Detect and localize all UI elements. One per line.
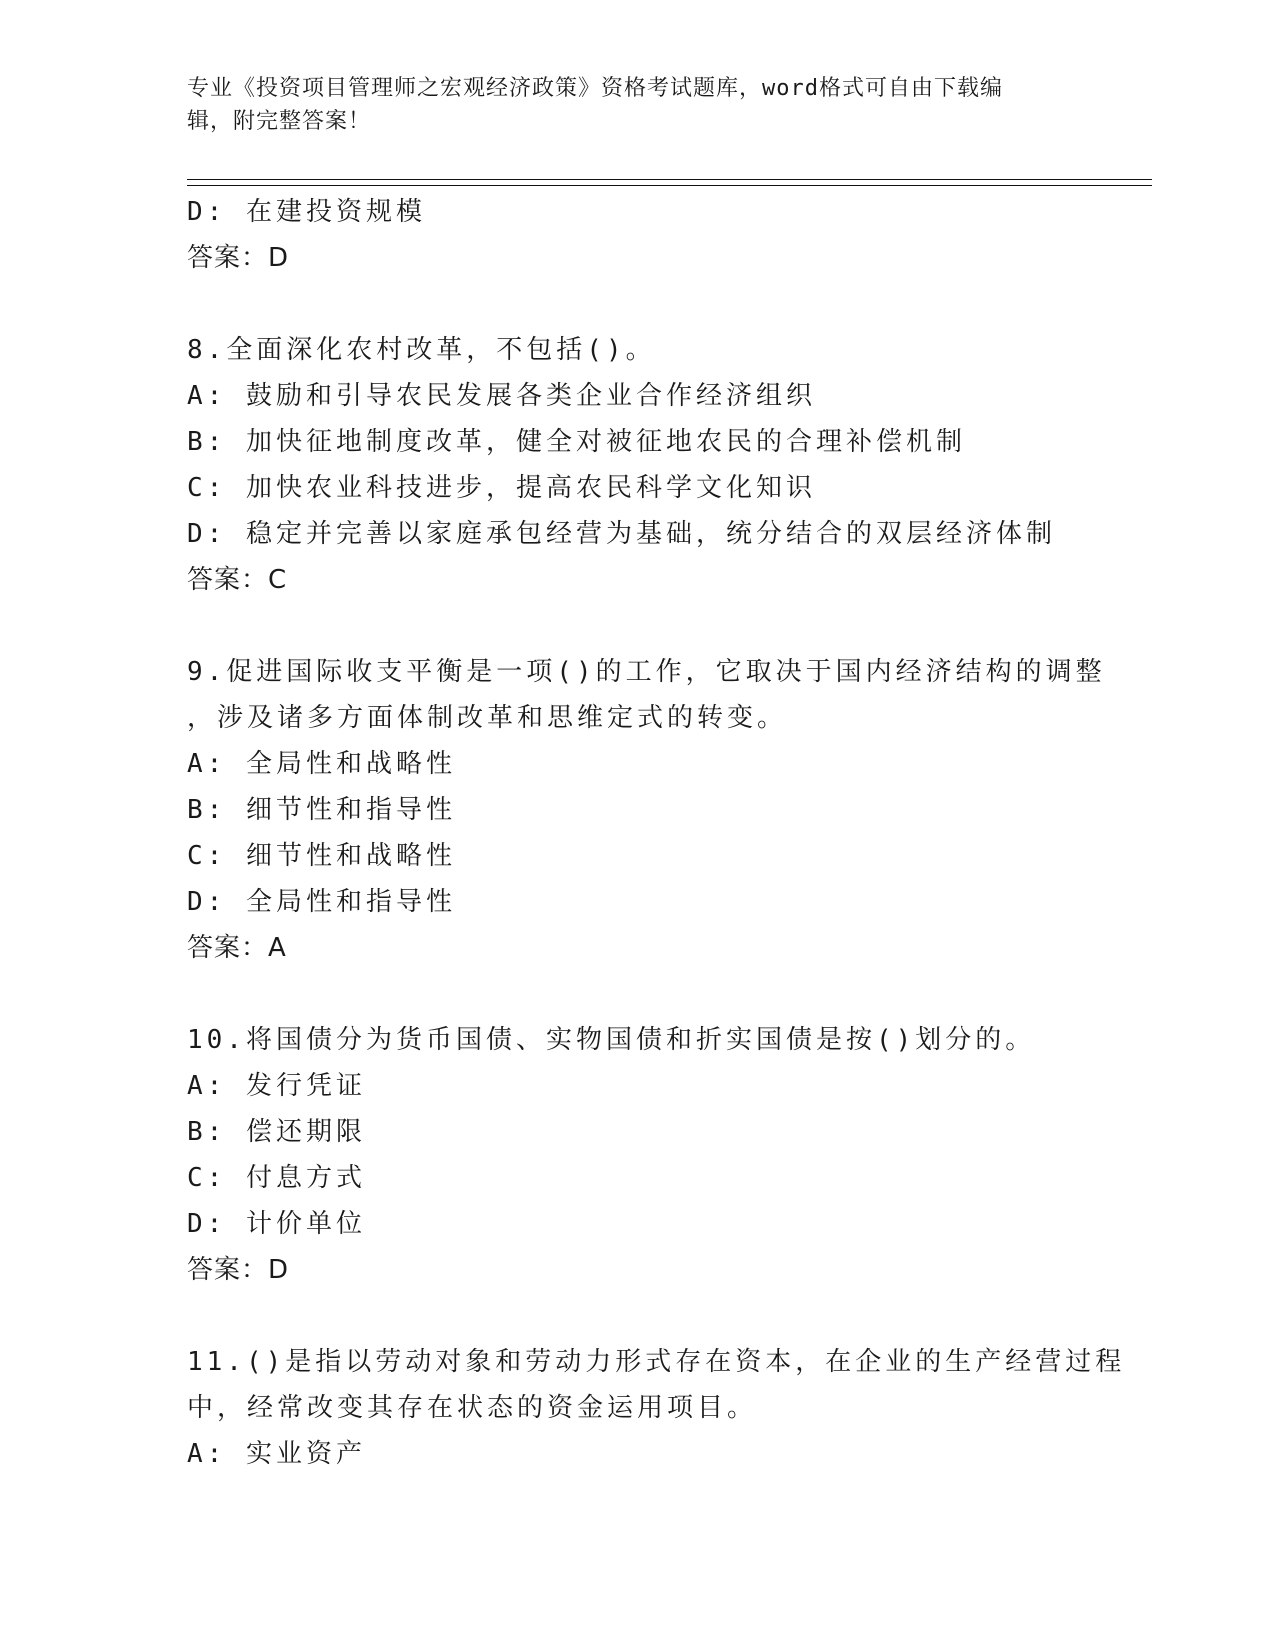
answer-label: 答案：D: [187, 1255, 290, 1285]
option-b: B: 细节性和指导性: [187, 795, 456, 825]
spacer: [187, 603, 1087, 649]
option-c: C: 付息方式: [187, 1163, 366, 1193]
question-stem-line-2: ，涉及诸多方面体制改革和思维定式的转变。: [187, 703, 788, 733]
question-7-tail: [187, 189, 1087, 281]
option-a: A: 实业资产: [187, 1439, 366, 1469]
question-8: [187, 327, 1087, 603]
answer-label: 答案：A: [187, 933, 287, 963]
question-10: [187, 1017, 1087, 1293]
option-a: A: 发行凭证: [187, 1071, 366, 1101]
option-a: A: 全局性和战略性: [187, 749, 456, 779]
answer-label: 答案：C: [187, 565, 288, 595]
question-stem: 8.全面深化农村改革，不包括()。: [187, 335, 656, 365]
question-stem-line-2: 中，经常改变其存在状态的资金运用项目。: [187, 1393, 758, 1423]
question-stem-line-1: 11.()是指以劳动对象和劳动力形式存在资本，在企业的生产经营过程: [187, 1347, 1126, 1377]
option-d: D: 全局性和指导性: [187, 887, 456, 917]
document-header: [187, 72, 1087, 138]
question-9: [187, 649, 1106, 971]
question-list: [187, 189, 1126, 1477]
question-stem-line-1: 9.促进国际收支平衡是一项()的工作，它取决于国内经济结构的调整: [187, 657, 1106, 687]
spacer: [187, 281, 1087, 327]
question-11: [187, 1339, 1126, 1477]
header-line-1: 专业《投资项目管理师之宏观经济政策》资格考试题库，word格式可自由下载编: [187, 76, 1003, 101]
header-divider-bottom: [187, 185, 1152, 186]
option-d: D: 稳定并完善以家庭承包经营为基础，统分结合的双层经济体制: [187, 519, 1056, 549]
question-stem: 10.将国债分为货币国债、实物国债和折实国债是按()划分的。: [187, 1025, 1036, 1055]
option-c: C: 加快农业科技进步，提高农民科学文化知识: [187, 473, 816, 503]
option-b: B: 加快征地制度改革，健全对被征地农民的合理补偿机制: [187, 427, 966, 457]
option-d: D: 在建投资规模: [187, 197, 426, 227]
option-c: C: 细节性和战略性: [187, 841, 456, 871]
answer-label: 答案：D: [187, 243, 290, 273]
header-line-2: 辑，附完整答案！: [187, 109, 372, 134]
spacer: [187, 971, 1087, 1017]
header-divider-top: [187, 179, 1152, 180]
option-d: D: 计价单位: [187, 1209, 366, 1239]
option-b: B: 偿还期限: [187, 1117, 366, 1147]
spacer: [187, 1293, 1087, 1339]
option-a: A: 鼓励和引导农民发展各类企业合作经济组织: [187, 381, 816, 411]
